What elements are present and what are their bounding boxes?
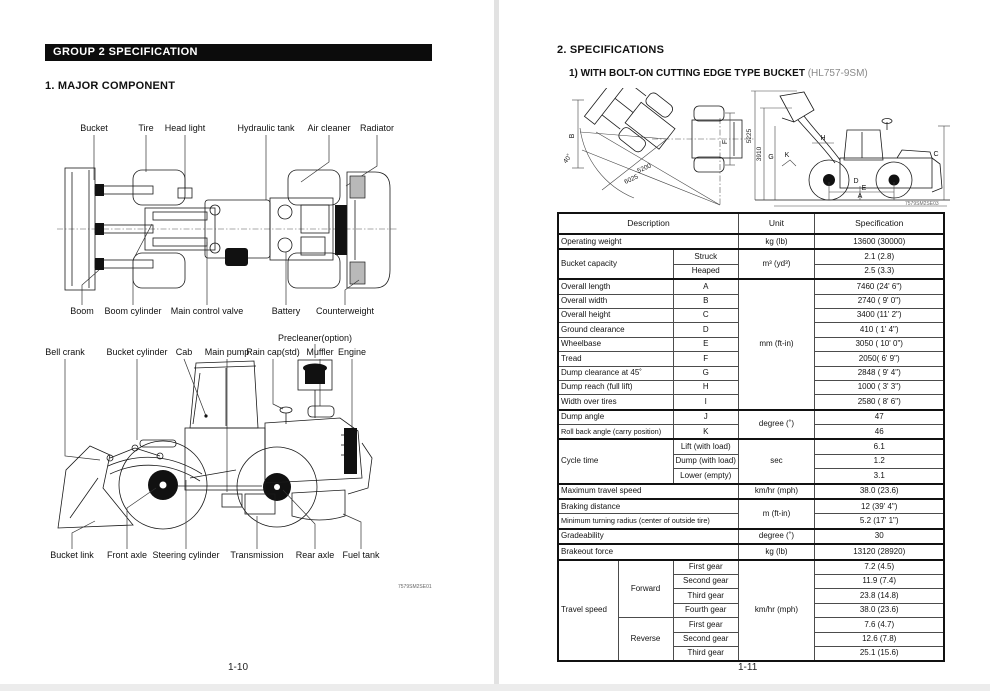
label-steer-angle: 40˚ bbox=[562, 153, 574, 165]
spec-cell: Second gear bbox=[673, 632, 738, 646]
label-dim-c: C bbox=[933, 151, 939, 158]
spec-cell: Wheelbase bbox=[558, 337, 673, 351]
spec-cell: A bbox=[673, 279, 738, 294]
spec-cell: sec bbox=[738, 439, 814, 483]
label-engine: Engine bbox=[337, 347, 367, 357]
label-radiator: Radiator bbox=[359, 123, 395, 133]
label-dim-g: G bbox=[768, 154, 774, 161]
label-fuel-tank: Fuel tank bbox=[342, 550, 380, 560]
spec-cell: Travel speed bbox=[558, 560, 618, 662]
spec-header-cell: Unit bbox=[738, 213, 814, 234]
spec-cell: 46 bbox=[814, 425, 944, 440]
group-header-bar bbox=[45, 44, 432, 61]
label-precleaner: Precleaner(option) bbox=[277, 333, 353, 343]
label-counterweight: Counterweight bbox=[315, 306, 375, 316]
label-dim-h: H bbox=[820, 135, 826, 142]
spec-cell: D bbox=[673, 323, 738, 337]
label-radius-outer: 6025 bbox=[623, 173, 640, 186]
spec-cell: 23.8 (14.8) bbox=[814, 589, 944, 603]
bucket-type-text: 1) WITH BOLT-ON CUTTING EDGE TYPE BUCKET bbox=[569, 68, 805, 79]
label-radius-inner: 5200 bbox=[636, 162, 653, 175]
label-front-axle: Front axle bbox=[106, 550, 148, 560]
spec-cell: Tread bbox=[558, 352, 673, 366]
spec-cell: Ground clearance bbox=[558, 323, 673, 337]
spec-cell: 5.2 (17' 1") bbox=[814, 514, 944, 529]
label-main-control-valve: Main control valve bbox=[170, 306, 244, 316]
figure-code-right: 7579SM2SE03 bbox=[905, 201, 939, 207]
spec-cell: 1000 ( 3' 3") bbox=[814, 380, 944, 394]
spec-cell: 7.6 (4.7) bbox=[814, 618, 944, 632]
spec-cell: 3050 ( 10' 0") bbox=[814, 337, 944, 351]
label-dim-a: A bbox=[857, 193, 863, 200]
spec-cell: 38.0 (23.6) bbox=[814, 484, 944, 499]
spec-cell: G bbox=[673, 366, 738, 380]
label-dim-k: K bbox=[784, 152, 790, 159]
spec-cell: J bbox=[673, 410, 738, 425]
spec-cell: C bbox=[673, 308, 738, 322]
spec-cell: First gear bbox=[673, 560, 738, 575]
figure-code-left: 7579SM2SE01 bbox=[398, 584, 432, 590]
spec-cell: Gradeability bbox=[558, 529, 738, 544]
spec-cell: mm (ft-in) bbox=[738, 279, 814, 410]
label-dim-b: B bbox=[569, 133, 576, 139]
spec-cell: km/hr (mph) bbox=[738, 484, 814, 499]
spec-cell: 30 bbox=[814, 529, 944, 544]
label-dim-d: D bbox=[853, 178, 859, 185]
spec-cell: First gear bbox=[673, 618, 738, 632]
spec-cell: Third gear bbox=[673, 589, 738, 603]
spec-cell: kg (lb) bbox=[738, 544, 814, 559]
model-code: (HL757-9SM) bbox=[807, 68, 868, 79]
spec-cell: m³ (yd³) bbox=[738, 249, 814, 279]
spec-cell: 47 bbox=[814, 410, 944, 425]
spec-cell: Reverse bbox=[618, 618, 673, 662]
spec-cell: H bbox=[673, 380, 738, 394]
label-muffler: Muffler bbox=[306, 347, 334, 357]
spec-cell: Cycle time bbox=[558, 439, 673, 483]
spec-cell: Dump (with load) bbox=[673, 454, 738, 468]
spec-cell: Lower (empty) bbox=[673, 469, 738, 484]
spec-cell: Fourth gear bbox=[673, 603, 738, 617]
spec-cell: 2.5 (3.3) bbox=[814, 264, 944, 279]
page-number-left: 1-10 bbox=[228, 662, 249, 673]
spec-cell: Dump reach (full lift) bbox=[558, 380, 673, 394]
label-steering-cylinder: Steering cylinder bbox=[152, 550, 220, 560]
spec-cell: 2580 ( 8' 6") bbox=[814, 395, 944, 410]
page-divider bbox=[494, 0, 499, 691]
spec-cell: I bbox=[673, 395, 738, 410]
spec-table bbox=[557, 212, 945, 662]
label-head-light: Head light bbox=[164, 123, 206, 133]
label-battery: Battery bbox=[271, 306, 301, 316]
label-transmission: Transmission bbox=[230, 550, 284, 560]
spec-cell: degree (˚) bbox=[738, 410, 814, 440]
label-rear-axle: Rear axle bbox=[295, 550, 335, 560]
label-bucket-link: Bucket link bbox=[50, 550, 94, 560]
spec-cell: 13120 (28920) bbox=[814, 544, 944, 559]
spec-cell: 6.1 bbox=[814, 439, 944, 454]
spec-header-cell: Specification bbox=[814, 213, 944, 234]
spec-cell: 12 (39' 4") bbox=[814, 499, 944, 514]
group-header-text: GROUP 2 SPECIFICATION bbox=[53, 46, 198, 58]
bottom-edge-strip bbox=[0, 684, 990, 691]
spec-cell: 3400 (11' 2") bbox=[814, 308, 944, 322]
specifications-title: 2. SPECIFICATIONS bbox=[557, 44, 665, 56]
label-rain-cap: Rain cap(std) bbox=[246, 347, 300, 357]
page-number-right: 1-11 bbox=[738, 662, 758, 673]
spec-cell: 2740 ( 9' 0") bbox=[814, 294, 944, 308]
side-view-figure bbox=[40, 328, 470, 563]
dimensions-figure bbox=[542, 88, 970, 208]
spec-cell: Bucket capacity bbox=[558, 249, 673, 279]
spec-cell: kg (lb) bbox=[738, 234, 814, 249]
spec-cell: 7460 (24' 6") bbox=[814, 279, 944, 294]
spec-cell: Roll back angle (carry position) bbox=[558, 425, 673, 440]
spec-cell: 2050( 6' 9") bbox=[814, 352, 944, 366]
spec-cell: 7.2 (4.5) bbox=[814, 560, 944, 575]
spec-table-grid bbox=[557, 212, 945, 662]
spec-cell: 1.2 bbox=[814, 454, 944, 468]
spec-cell: Width over tires bbox=[558, 395, 673, 410]
spec-cell: Dump clearance at 45˚ bbox=[558, 366, 673, 380]
spec-cell: Brakeout force bbox=[558, 544, 738, 559]
spec-header-cell: Description bbox=[558, 213, 738, 234]
spec-cell: 2848 ( 9' 4") bbox=[814, 366, 944, 380]
spec-cell: Overall width bbox=[558, 294, 673, 308]
spec-cell: Overall length bbox=[558, 279, 673, 294]
spec-cell: Struck bbox=[673, 249, 738, 264]
label-air-cleaner: Air cleaner bbox=[307, 123, 351, 133]
label-height-pin: 3910 bbox=[756, 146, 763, 162]
spec-cell: Lift (with load) bbox=[673, 439, 738, 454]
major-component-title: 1. MAJOR COMPONENT bbox=[45, 80, 176, 92]
label-bell-crank: Bell crank bbox=[45, 347, 85, 357]
spec-cell: Operating weight bbox=[558, 234, 738, 249]
label-bucket-cylinder: Bucket cylinder bbox=[106, 347, 168, 357]
spec-cell: 3.1 bbox=[814, 469, 944, 484]
label-dim-f: F bbox=[722, 139, 729, 145]
spec-cell: 410 ( 1' 4") bbox=[814, 323, 944, 337]
spec-cell: 2.1 (2.8) bbox=[814, 249, 944, 264]
label-main-pump: Main pump bbox=[204, 347, 250, 357]
spec-cell: Second gear bbox=[673, 574, 738, 588]
spec-cell: 25.1 (15.6) bbox=[814, 646, 944, 661]
spec-cell: Braking distance bbox=[558, 499, 738, 514]
spec-cell: F bbox=[673, 352, 738, 366]
label-height-total: 5225 bbox=[746, 128, 753, 144]
spec-cell: B bbox=[673, 294, 738, 308]
spec-cell: Maximum travel speed bbox=[558, 484, 738, 499]
spec-cell: Overall height bbox=[558, 308, 673, 322]
spec-cell: 13600 (30000) bbox=[814, 234, 944, 249]
label-bucket: Bucket bbox=[80, 123, 108, 133]
label-dim-e: E bbox=[861, 185, 867, 192]
spec-cell: Forward bbox=[618, 560, 673, 618]
spec-cell: Third gear bbox=[673, 646, 738, 661]
spec-cell: km/hr (mph) bbox=[738, 560, 814, 662]
label-tire: Tire bbox=[138, 123, 154, 133]
label-hydraulic-tank: Hydraulic tank bbox=[237, 123, 295, 133]
spec-cell: K bbox=[673, 425, 738, 440]
label-cab: Cab bbox=[175, 347, 193, 357]
spec-cell: E bbox=[673, 337, 738, 351]
spec-cell: 11.9 (7.4) bbox=[814, 574, 944, 588]
spec-cell: 38.0 (23.6) bbox=[814, 603, 944, 617]
spec-cell: Minimum turning radius (center of outside tire) bbox=[558, 514, 738, 529]
spec-cell: m (ft-in) bbox=[738, 499, 814, 529]
plan-view-figure bbox=[45, 120, 465, 335]
label-boom-cylinder: Boom cylinder bbox=[104, 306, 162, 316]
spec-cell: degree (˚) bbox=[738, 529, 814, 544]
label-boom: Boom bbox=[70, 306, 94, 316]
bucket-type-subtitle bbox=[569, 68, 868, 79]
spec-cell: Dump angle bbox=[558, 410, 673, 425]
spec-cell: 12.6 (7.8) bbox=[814, 632, 944, 646]
spec-cell: Heaped bbox=[673, 264, 738, 279]
